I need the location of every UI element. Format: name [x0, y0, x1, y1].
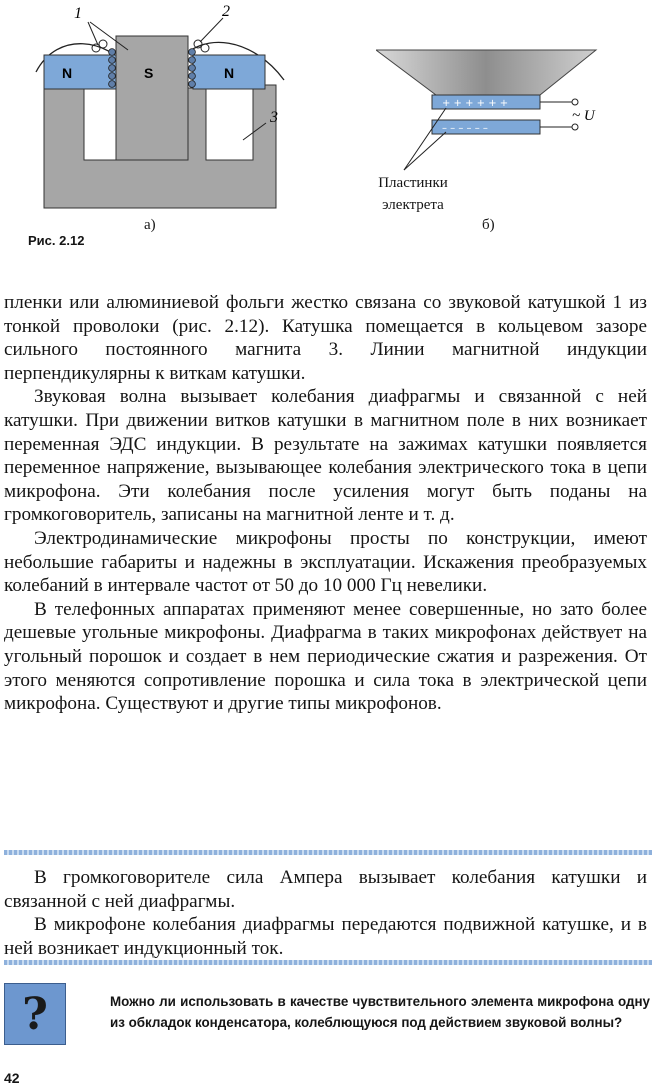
coil-left — [109, 49, 116, 88]
paragraph-4: В телефонных аппаратах применяют менее совершенные, но зато более дешевые угольные микрофоны. Диафрагма в таких микрофонах действует на угольный порошок и создает в нем периодические сжатия и разрежения. От этого меняются сопротивление порошка и сила тока в электрической цепи микрофона. Существуют и другие типы микрофонов. — [4, 598, 647, 715]
pole-n-right: N — [224, 65, 235, 81]
divider-bottom — [4, 960, 652, 965]
callout-3: 3 — [270, 109, 278, 126]
divider-top — [4, 850, 652, 855]
voltage-label: ~ U — [572, 108, 595, 124]
question-box — [4, 983, 66, 1045]
summary-2: В микрофоне колебания диафрагмы передаются подвижной катушке, и в ней возникает индукционный ток. — [4, 914, 647, 959]
callout-2: 2 — [222, 3, 230, 20]
body-text — [4, 291, 647, 716]
summary-block — [4, 866, 647, 960]
microphone-diagram — [28, 0, 318, 235]
callout-1: 1 — [74, 5, 82, 22]
paragraph-1: пленки или алюминиевой фольги жестко связана со звуковой катушкой 1 из тонкой проволоки (рис. 2.12). Катушка помещается в кольцевом зазоре сильного постоянного магнита 3. Линии магнитной индукции перпендикулярны к виткам катушки. — [4, 292, 647, 384]
figure-2-12 — [0, 0, 655, 290]
question-mark-icon: ? — [22, 988, 48, 1040]
plate-minus: – – – – – – — [442, 123, 488, 134]
paragraph-3: Электродинамические микрофоны просты по конструкции, имеют небольшие габариты и надежны в эксплуатации. Искажения преобразуемых колебаний в интервале частот от 50 до 10 000 Гц невелики. — [4, 527, 647, 597]
pole-s: S — [144, 65, 154, 81]
electret-diagram — [376, 40, 616, 180]
pole-n-left: N — [62, 65, 73, 81]
sublabel-b: б) — [482, 217, 495, 233]
page-number: 42 — [4, 1070, 20, 1086]
coil-right — [189, 49, 196, 88]
summary-1: В громкоговорителе сила Ампера вызывает колебания катушки и связанной с ней диафрагмы. — [4, 867, 647, 912]
electret-label: Пластинки электрета — [378, 175, 448, 213]
figure-caption: Рис. 2.12 — [28, 233, 85, 248]
review-question: Можно ли использовать в качестве чувствительного элемента микрофона одну из обкладок конденсатора, колеблющуюся под действием звуковой волны? — [110, 994, 650, 1030]
plate-plus: + + + + + + — [442, 98, 509, 109]
sublabel-a: а) — [144, 217, 156, 233]
paragraph-2: Звуковая волна вызывает колебания диафрагмы и связанной с ней катушки. При движении витков катушки в магнитном поле в них возникает переменная ЭДС индукции. В результате на зажимах катушки появляется переменное напряжение, вызывающее колебания электрического тока в цепи микрофона. Эти колебания после усиления могут быть поданы на громкоговоритель, записаны на магнитной ленте и т. д. — [4, 386, 647, 526]
